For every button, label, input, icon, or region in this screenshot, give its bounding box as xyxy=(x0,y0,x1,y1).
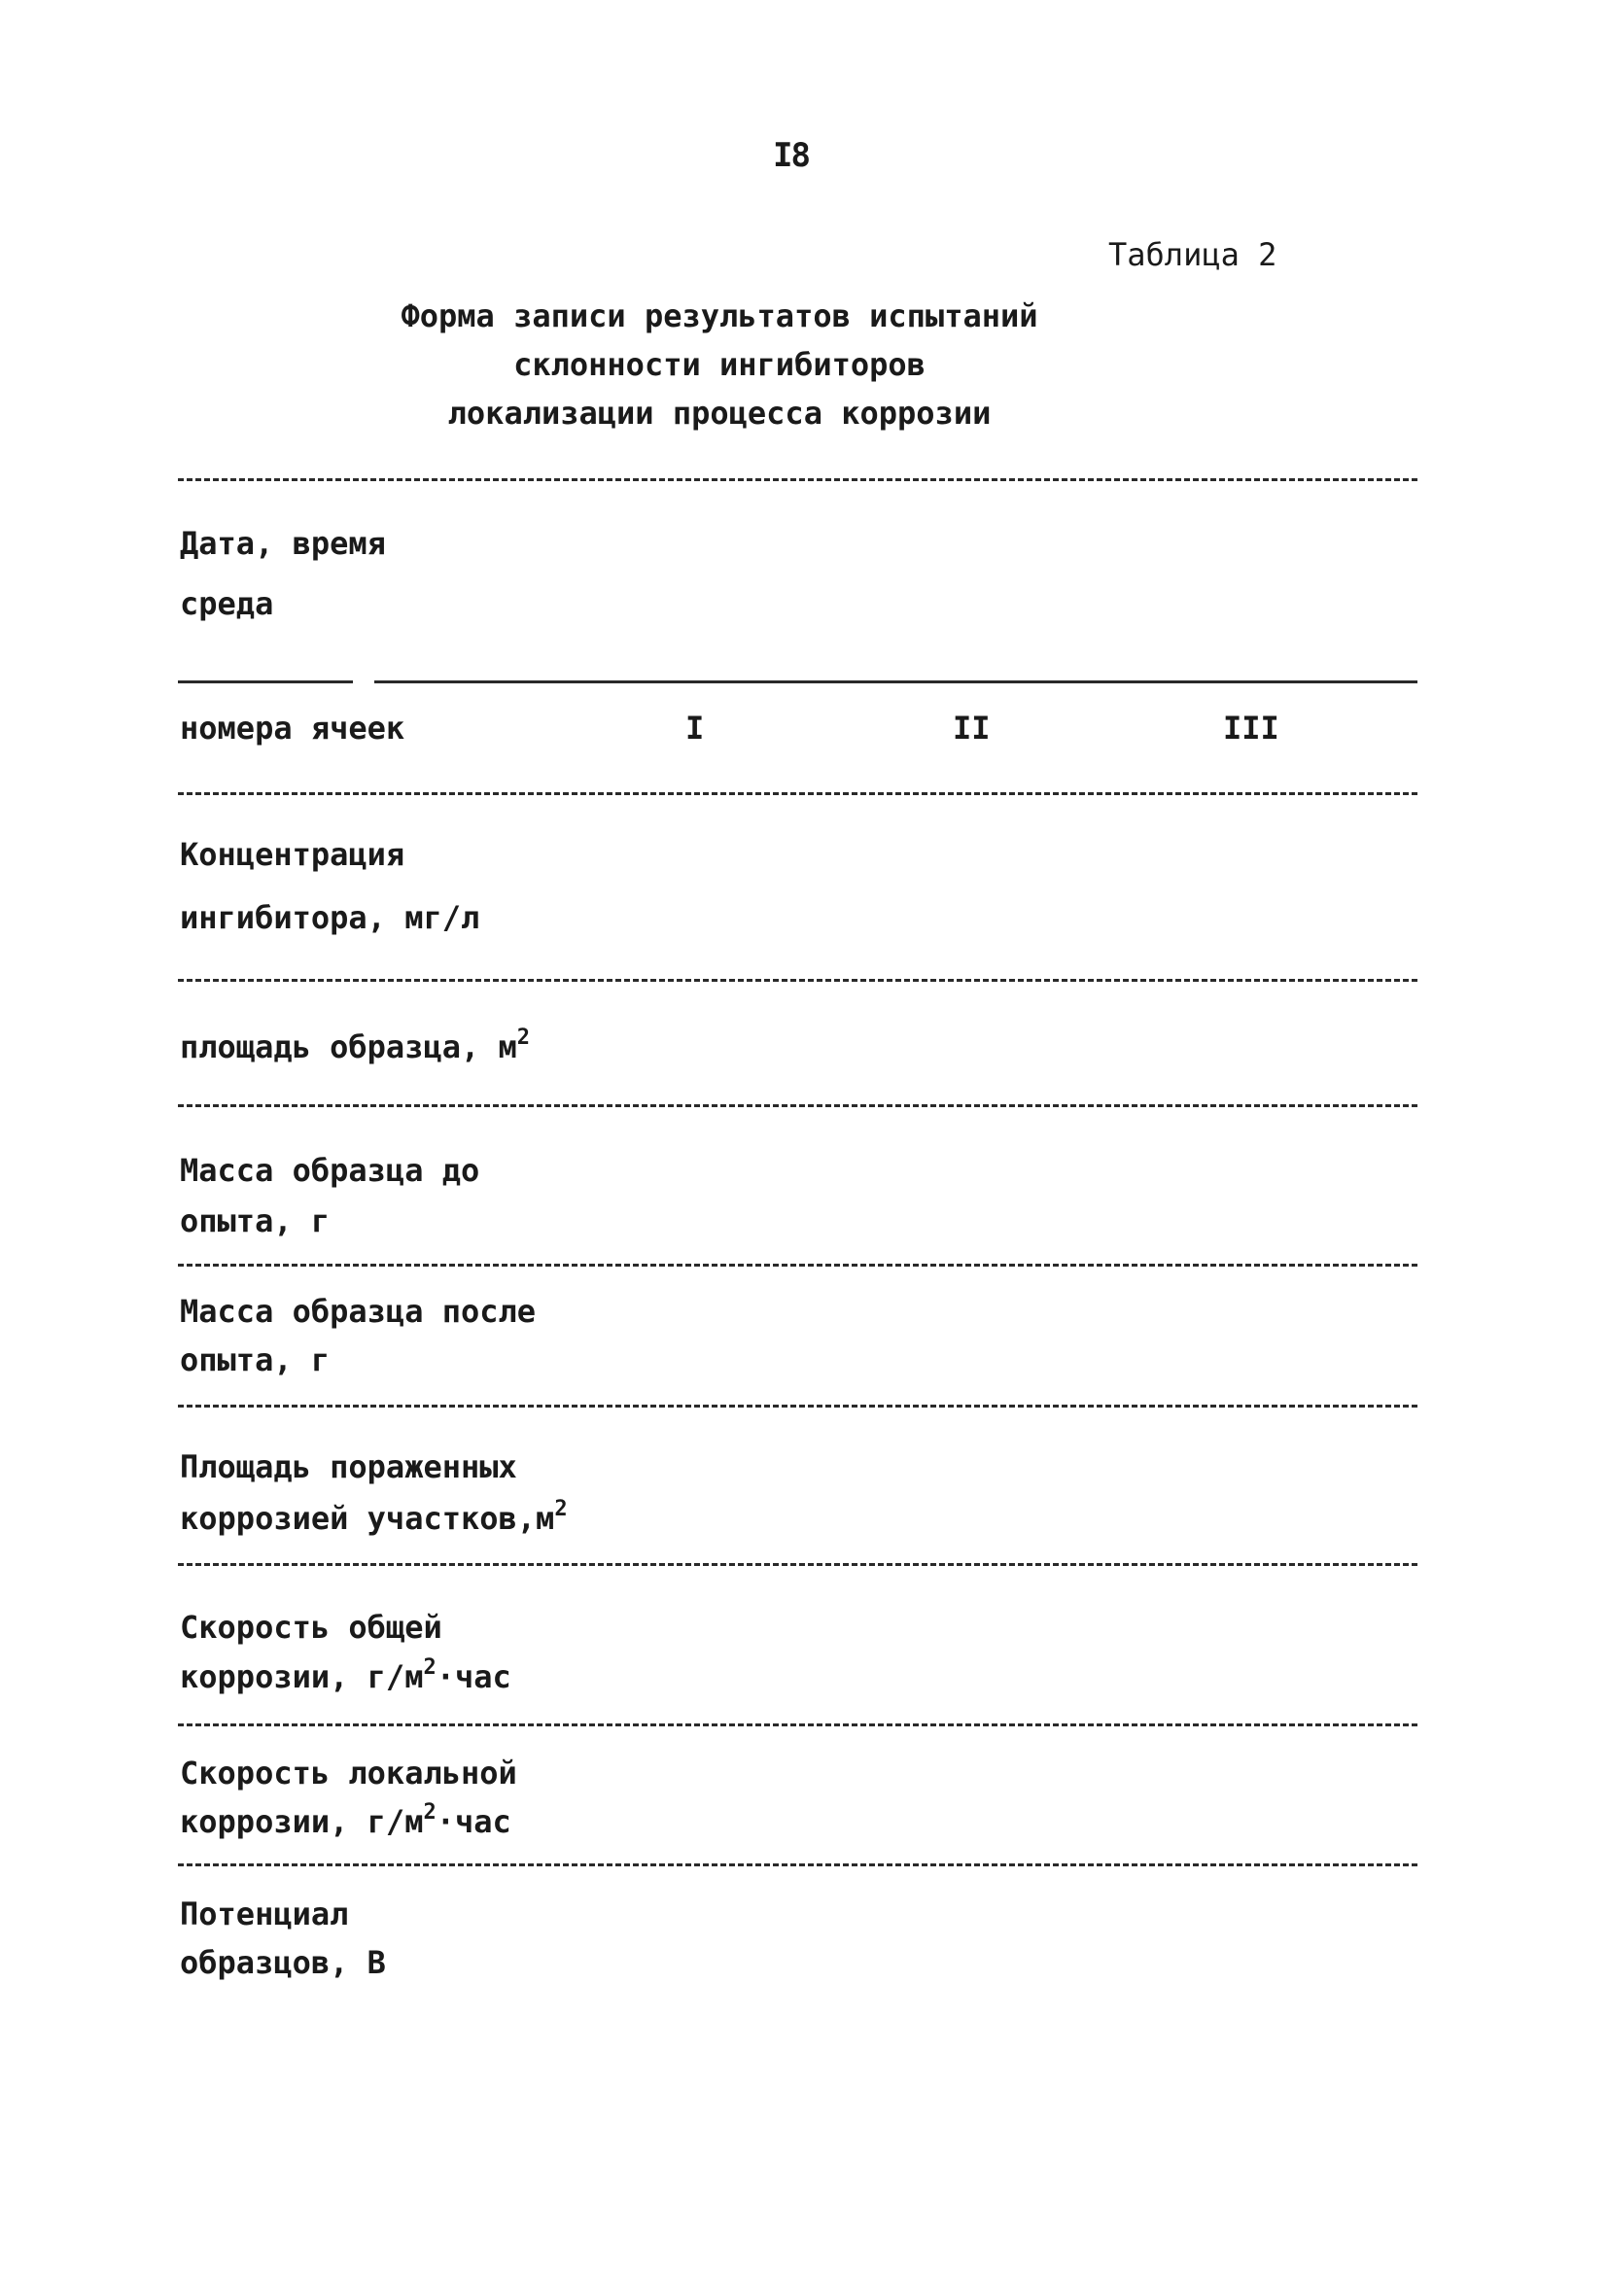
row-label: опыта, г xyxy=(180,1341,331,1378)
row-label xyxy=(180,1800,511,1840)
row-label-text: коррозии, г/м xyxy=(180,1658,424,1695)
table-label: Таблица 2 xyxy=(1108,236,1277,273)
cell-numbers-label: номера ячеек xyxy=(180,710,405,747)
title-line-3: локализации процесса коррозии xyxy=(447,395,992,432)
title-line-1: Форма записи результатов испытаний xyxy=(401,297,1038,334)
row-label: ингибитора, мг/л xyxy=(180,899,480,936)
date-time-label: Дата, время xyxy=(180,525,386,562)
row-label: Концентрация xyxy=(180,836,405,873)
divider xyxy=(178,680,353,683)
row-label-text: площадь образца, м xyxy=(180,1028,517,1065)
row-label: Скорость общей xyxy=(180,1609,442,1646)
divider xyxy=(178,1104,1417,1107)
superscript: 2 xyxy=(423,1800,437,1825)
divider xyxy=(178,478,1417,481)
row-label-tail: ·час xyxy=(436,1803,511,1840)
divider xyxy=(178,1405,1417,1408)
divider xyxy=(178,1723,1417,1726)
divider xyxy=(374,680,1417,683)
divider xyxy=(178,792,1417,795)
divider xyxy=(178,1264,1417,1267)
row-label-text: коррозией участков,м xyxy=(180,1500,555,1537)
row-label-tail: ·час xyxy=(436,1658,511,1695)
page-number: I8 xyxy=(773,136,809,175)
title-line-2: склонности ингибиторов xyxy=(513,346,926,383)
superscript: 2 xyxy=(423,1655,437,1680)
row-label xyxy=(180,1026,530,1065)
row-label: образцов, В xyxy=(180,1944,386,1981)
row-label-text: коррозии, г/м xyxy=(180,1803,424,1840)
row-label: Масса образца до xyxy=(180,1152,480,1189)
divider xyxy=(178,979,1417,982)
row-label xyxy=(180,1497,568,1537)
column-header-3: III xyxy=(1223,710,1279,747)
row-label xyxy=(180,1655,511,1695)
column-header-2: II xyxy=(953,710,991,747)
row-label: Площадь пораженных xyxy=(180,1448,517,1485)
divider xyxy=(178,1563,1417,1566)
row-label: Скорость локальной xyxy=(180,1755,517,1792)
row-label: опыта, г xyxy=(180,1202,331,1239)
table-title xyxy=(350,292,1089,437)
row-label: Масса образца после xyxy=(180,1293,537,1330)
superscript: 2 xyxy=(554,1497,568,1521)
superscript: 2 xyxy=(516,1026,531,1050)
row-label: Потенциал xyxy=(180,1896,349,1932)
medium-label: среда xyxy=(180,585,274,622)
divider xyxy=(178,1863,1417,1866)
column-header-1: I xyxy=(685,710,705,747)
